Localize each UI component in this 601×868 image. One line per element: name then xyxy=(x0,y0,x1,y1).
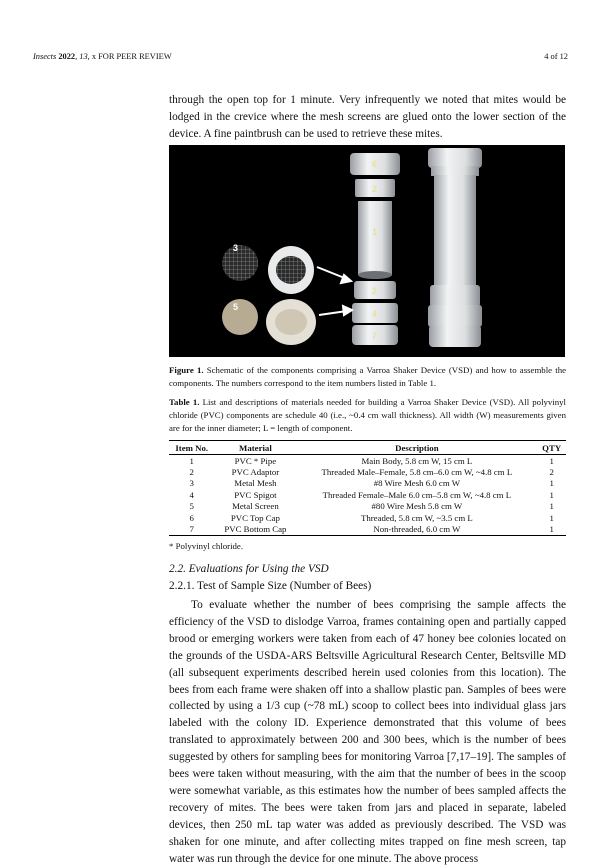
figure-photo xyxy=(169,145,565,357)
table-caption-label: Table 1. xyxy=(169,397,200,407)
cell: Metal Mesh xyxy=(234,478,277,489)
cell: 7 xyxy=(169,523,215,535)
cell: Main Body, 5.8 cm W, 15 cm L xyxy=(361,455,473,466)
label-1: 1 xyxy=(372,227,378,237)
col-qty: QTY xyxy=(537,441,566,455)
cell: 1 xyxy=(537,523,566,535)
page-number: 4 of 12 xyxy=(544,52,568,61)
subsection-heading: 2.2.1. Test of Sample Size (Number of Bees) xyxy=(169,580,372,592)
assembled-device xyxy=(428,148,482,347)
metal-mesh xyxy=(222,245,258,281)
table-row xyxy=(169,523,566,535)
figure-caption xyxy=(169,364,566,390)
journal-year: 2022 xyxy=(58,52,76,61)
table-row xyxy=(169,478,566,489)
header-citation: Insects 2022, 13, x FOR PEER REVIEW xyxy=(33,52,172,61)
cell: Non-threaded, 6.0 cm W xyxy=(296,523,537,535)
table-row xyxy=(169,466,566,477)
cell: 4 xyxy=(189,489,194,500)
cell: #80 Wire Mesh 5.8 cm W xyxy=(371,501,463,512)
cell: 1 xyxy=(549,455,554,466)
cell: PVC Top Cap xyxy=(230,512,280,523)
label-5: 5 xyxy=(233,302,239,312)
metal-screen xyxy=(222,299,258,335)
journal-name: Insects xyxy=(33,52,57,61)
cell: 1 xyxy=(549,478,554,489)
cell: 1 xyxy=(549,512,554,523)
assembly-arrows xyxy=(317,267,352,315)
cell: 6 xyxy=(189,512,194,523)
table-footnote: * Polyvinyl chloride. xyxy=(169,541,244,551)
table-row xyxy=(169,489,566,500)
cell: 2 xyxy=(189,467,194,478)
cell: #8 Wire Mesh 6.0 cm W xyxy=(373,478,461,489)
label-3: 3 xyxy=(233,243,239,253)
label-6: 6 xyxy=(372,159,378,169)
materials-table xyxy=(169,440,566,536)
figure-caption-label: Figure 1. xyxy=(169,365,204,375)
label-2-bottom: 2 xyxy=(372,286,378,296)
cell: 2 xyxy=(549,467,554,478)
cell: Threaded, 5.8 cm W, ~3.5 cm L xyxy=(360,512,473,523)
cell: 5 xyxy=(189,501,194,512)
cell: PVC Bottom Cap xyxy=(215,523,297,535)
cell: PVC * Pipe xyxy=(234,455,277,466)
col-item-no: Item No. xyxy=(169,441,215,455)
journal-volume: 13 xyxy=(79,52,88,61)
cell: PVC Adaptor xyxy=(231,467,280,478)
cell: Threaded Female–Male 6.0 cm–5.8 cm W, ~4.8 cm L xyxy=(322,489,512,500)
table-caption xyxy=(169,396,566,436)
cell: 1 xyxy=(189,455,194,466)
table-row xyxy=(169,501,566,512)
vsd-components-photo xyxy=(169,145,565,357)
cell: 1 xyxy=(549,489,554,500)
paragraph-method: To evaluate whether the number of bees comprising the sample affects the efficiency of the VSD to dislodge Varroa, frames containing open and partially capped brood or emerging workers were taken from each of 47 honey bee colonies located on the grounds of the USDA-ARS Beltsville Agricultural Research Center, Beltsville MD (all subsequent experiments described herein used colonies from this location). The bees from each frame were shaken off into a shallow plastic pan. Samples of bees were collected by using a 1/3 cup (~78 mL) scoop to collect bees into individual glass jars labeled with the colony ID. Experience demonstrated that this volume of bees translated to approximately between 200 and 300 bees, which is the number of bees suggested by others for sampling bees for monitoring Varroa [7,17–19]. The samples of bees were taken without measuring, with the aim that the number of bees in the scoop were somewhat variable, as this estimates how the number of bees sampled affects the recovery of mites. The bees were taken from jars and placed in separate, labeled devices, then 250 mL tap water was added as previously described. The VSD was shaken for one minute, and after collecting mites trapped on fine mesh screen, tap water was run through the device for one minute. The above process xyxy=(169,599,566,865)
label-7: 7 xyxy=(372,331,378,341)
col-material: Material xyxy=(215,441,297,455)
paragraph-intro: through the open top for 1 minute. Very infrequently we noted that mites would be lodged in the crevice where the mesh screens are glued onto the lower section of the device. A fine paintbrush can be used to retrieve these mites. xyxy=(169,94,566,140)
table-caption-text: List and descriptions of materials needed for building a Varroa Shaker Device (VSD). All polyvinyl chloride (PVC) components are schedule 40 (i.e., ~0.4 cm wall thickness). All width (W) measurements given are for the inner diameter; L = length of component. xyxy=(169,397,567,434)
cell: Threaded Male–Female, 5.8 cm–6.0 cm W, ~4.8 cm L xyxy=(321,467,513,478)
table-header-row xyxy=(169,441,566,455)
cell: PVC Spigot xyxy=(234,489,277,500)
col-description: Description xyxy=(296,441,537,455)
table-row xyxy=(169,512,566,523)
cell: 1 xyxy=(549,501,554,512)
cell: Metal Screen xyxy=(232,501,279,512)
label-2-top: 2 xyxy=(372,184,378,194)
section-heading: 2.2. Evaluations for Using the VSD xyxy=(169,563,329,575)
table-row xyxy=(169,455,566,467)
header-rest: , x FOR PEER REVIEW xyxy=(87,52,172,61)
running-header xyxy=(33,52,568,61)
figure-caption-text: Schematic of the components comprising a Varroa Shaker Device (VSD) and how to assemble the components. The numbers correspond to the item numbers listed in Table 1. xyxy=(169,365,566,389)
label-4: 4 xyxy=(372,309,378,319)
cell: 3 xyxy=(189,478,194,489)
